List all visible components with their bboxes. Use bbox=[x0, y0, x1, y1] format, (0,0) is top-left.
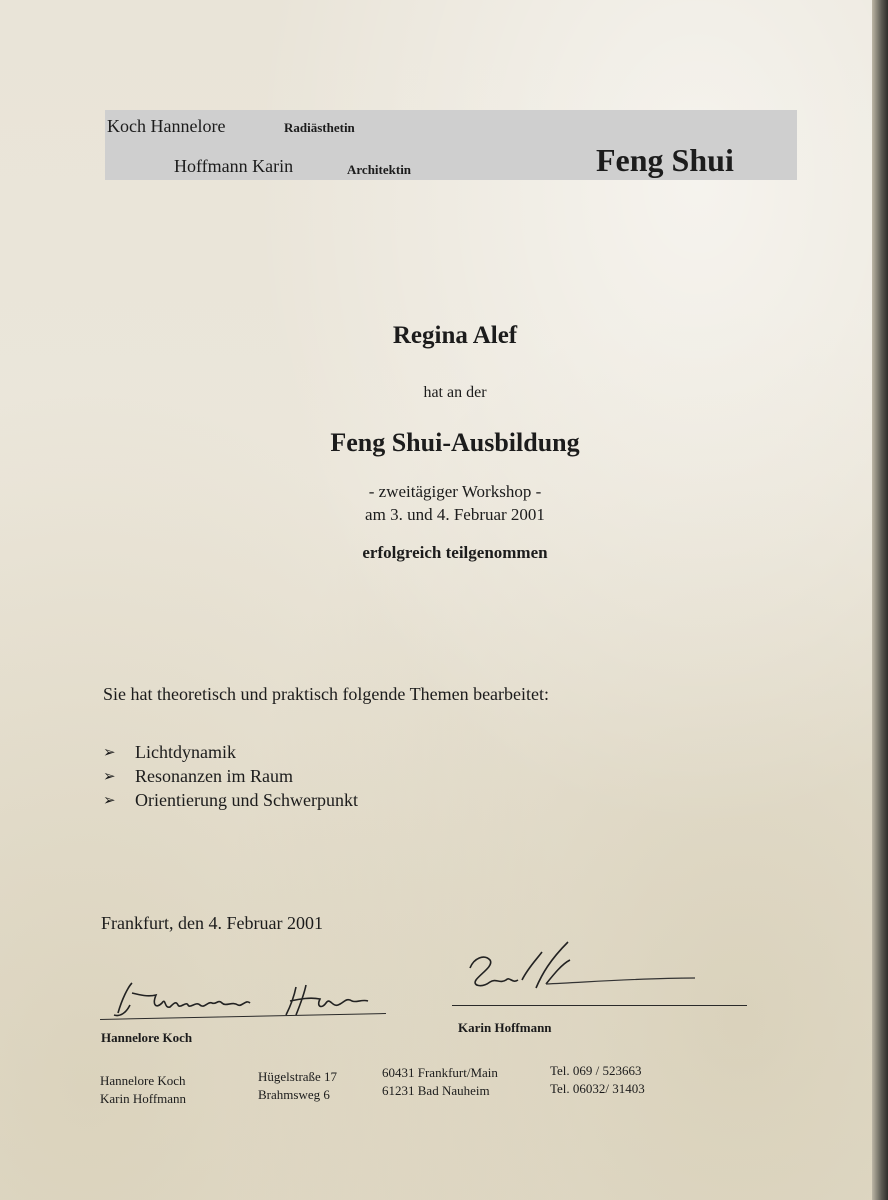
signer-name-hoffmann: Karin Hoffmann bbox=[458, 1020, 552, 1035]
list-item bbox=[103, 740, 358, 764]
place-and-date: Frankfurt, den 4. Februar 2001 bbox=[101, 913, 323, 933]
list-item bbox=[103, 788, 358, 812]
footer-phones bbox=[550, 1062, 645, 1098]
footer-streets bbox=[258, 1068, 337, 1104]
arrow-bullet-icon: ➢ bbox=[103, 744, 116, 761]
topics-intro: Sie hat theoretisch und praktisch folgende Themen bearbeitet: bbox=[103, 684, 550, 704]
arrow-bullet-icon: ➢ bbox=[103, 768, 116, 785]
footer-name-hoffmann: Karin Hoffmann bbox=[100, 1091, 187, 1106]
letterhead-role-koch: Radiästhetin bbox=[284, 120, 355, 135]
arrow-bullet-icon: ➢ bbox=[103, 792, 116, 809]
footer-phone-hoffmann: Tel. 06032/ 31403 bbox=[550, 1081, 645, 1096]
footer-city-hoffmann: 61231 Bad Nauheim bbox=[382, 1083, 490, 1098]
topic-label: Orientierung und Schwerpunkt bbox=[135, 789, 358, 810]
letterhead-name-koch: Koch Hannelore bbox=[107, 116, 226, 136]
topic-label: Resonanzen im Raum bbox=[135, 765, 293, 786]
list-item bbox=[103, 764, 358, 788]
page-edge-shadow bbox=[872, 0, 888, 1200]
footer-city-koch: 60431 Frankfurt/Main bbox=[382, 1065, 498, 1080]
course-format: - zweitägiger Workshop - bbox=[368, 482, 542, 501]
signer-name-koch: Hannelore Koch bbox=[101, 1030, 193, 1045]
letterhead-name-hoffmann: Hoffmann Karin bbox=[174, 156, 294, 176]
completion-statement: erfolgreich teilgenommen bbox=[362, 543, 548, 562]
footer-cities bbox=[382, 1064, 498, 1100]
footer-street-hoffmann: Brahmsweg 6 bbox=[258, 1087, 330, 1102]
recipient-name: Regina Alef bbox=[392, 322, 518, 349]
course-title: Feng Shui-Ausbildung bbox=[330, 428, 580, 457]
footer-names bbox=[100, 1072, 186, 1108]
footer-street-koch: Hügelstraße 17 bbox=[258, 1069, 338, 1084]
signature-line-hoffmann bbox=[452, 1005, 747, 1006]
letterhead-role-hoffmann: Architektin bbox=[347, 162, 412, 177]
footer-phone-koch: Tel. 069 / 523663 bbox=[550, 1063, 642, 1078]
participation-line: hat an der bbox=[423, 384, 487, 401]
letterhead-brand: Feng Shui bbox=[596, 142, 734, 178]
signature-hoffmann bbox=[450, 940, 710, 1010]
topics-list bbox=[103, 740, 358, 812]
topic-label: Lichtdynamik bbox=[135, 741, 236, 762]
footer-name-koch: Hannelore Koch bbox=[100, 1073, 186, 1088]
course-dates: am 3. und 4. Februar 2001 bbox=[365, 505, 545, 524]
